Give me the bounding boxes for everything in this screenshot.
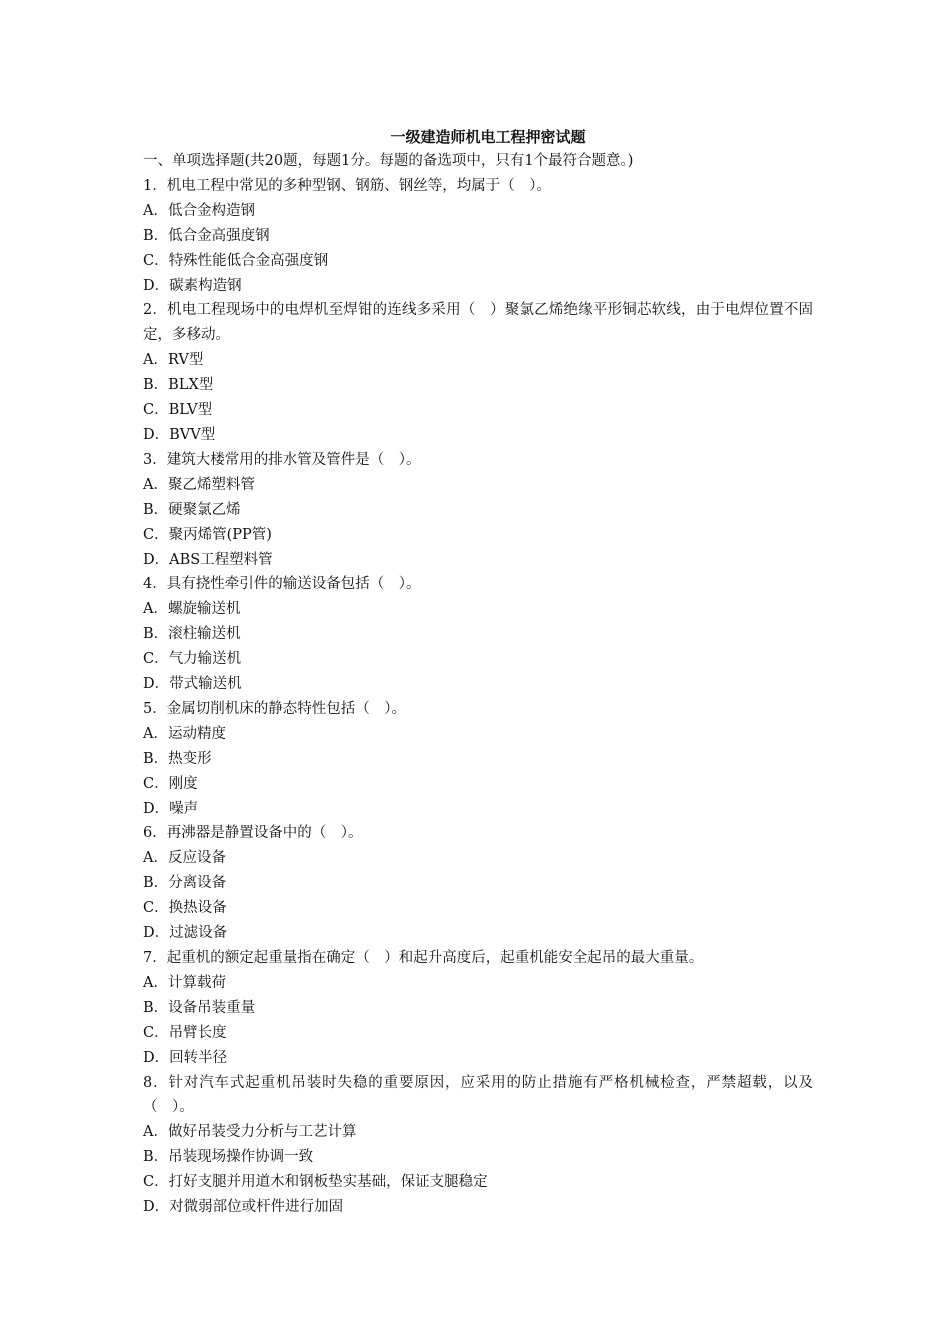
document-page [143,125,813,1220]
option-b: B．分离设备 [143,875,227,892]
question-stem: 5．金属切削机床的静态特性包括（ ）。 [143,700,406,717]
question-2 [143,298,813,447]
option-c: C．特殊性能低合金高强度钢 [143,252,329,269]
question-1 [143,174,813,299]
question-5 [143,697,813,822]
option-b: B．热变形 [143,750,212,767]
option-c: C．气力输送机 [143,651,242,668]
option-c: C．刚度 [143,775,198,792]
question-stem: 7．起重机的额定起重量指在确定（ ）和起升高度后，起重机能安全起吊的最大重量。 [143,950,704,966]
question-4 [143,572,813,697]
question-7 [143,946,813,1071]
document-title: 一级建造师机电工程押密试题 [390,128,586,146]
option-d: D．带式输送机 [143,676,242,693]
option-a: A．螺旋输送机 [143,601,241,618]
option-b: B．BLX型 [143,377,214,394]
option-d: D．过滤设备 [143,925,228,942]
question-stem: 6．再沸器是静置设备中的（ ）。 [143,825,363,842]
option-c: C．换热设备 [143,900,227,917]
option-a: A．RV型 [143,352,204,369]
option-a: A．反应设备 [143,850,226,867]
option-b: B．硬聚氯乙烯 [143,501,241,518]
option-c: C．吊臂长度 [143,1024,227,1041]
option-a: A．运动精度 [143,725,226,742]
question-stem: 3．建筑大楼常用的排水管及管件是（ ）。 [143,451,421,468]
question-3 [143,448,813,573]
question-stem: 1．机电工程中常见的多种型钢、钢筋、钢丝等，均属于（ ）。 [143,177,551,194]
option-d: D．噪声 [143,800,199,817]
option-d: D．碳素构造钢 [143,277,242,294]
option-a: A．做好吊装受力分析与工艺计算 [143,1124,357,1141]
option-b: B．吊装现场操作协调一致 [143,1149,314,1166]
question-stem: 4．具有挠性牵引件的输送设备包括（ ）。 [143,576,421,593]
option-c: C．聚丙烯管(PP管) [143,526,272,543]
option-a: A．计算载荷 [143,974,226,991]
option-d: D．回转半径 [143,1049,228,1066]
option-a: A．低合金构造钢 [143,202,255,219]
option-a: A．聚乙烯塑料管 [143,476,255,493]
question-stem: 8．针对汽车式起重机吊装时失稳的重要原因，应采用的防止措施有严格机械检查，严禁超载，以及（ ）。 [143,1074,813,1116]
option-d: D．对微弱部位或杆件进行加固 [143,1199,344,1216]
section-heading: 一、单项选择题(共20题，每题1分。每题的备选项中，只有1个最符合题意。) [143,153,634,169]
option-c: C．打好支腿并用道木和钢板垫实基础，保证支腿稳定 [143,1174,488,1191]
option-c: C．BLV型 [143,402,213,419]
option-b: B．低合金高强度钢 [143,227,270,244]
question-8 [143,1071,813,1220]
option-d: D．BVV型 [143,426,216,443]
question-6 [143,821,813,946]
question-stem: 2．机电工程现场中的电焊机至焊钳的连线多采用（ ）聚氯乙烯绝缘平形铜芯软线，由于电焊位置不固定，多移动。 [143,302,813,344]
option-d: D．ABS工程塑料管 [143,551,273,568]
option-b: B．滚柱输送机 [143,626,241,643]
option-b: B．设备吊装重量 [143,999,256,1016]
